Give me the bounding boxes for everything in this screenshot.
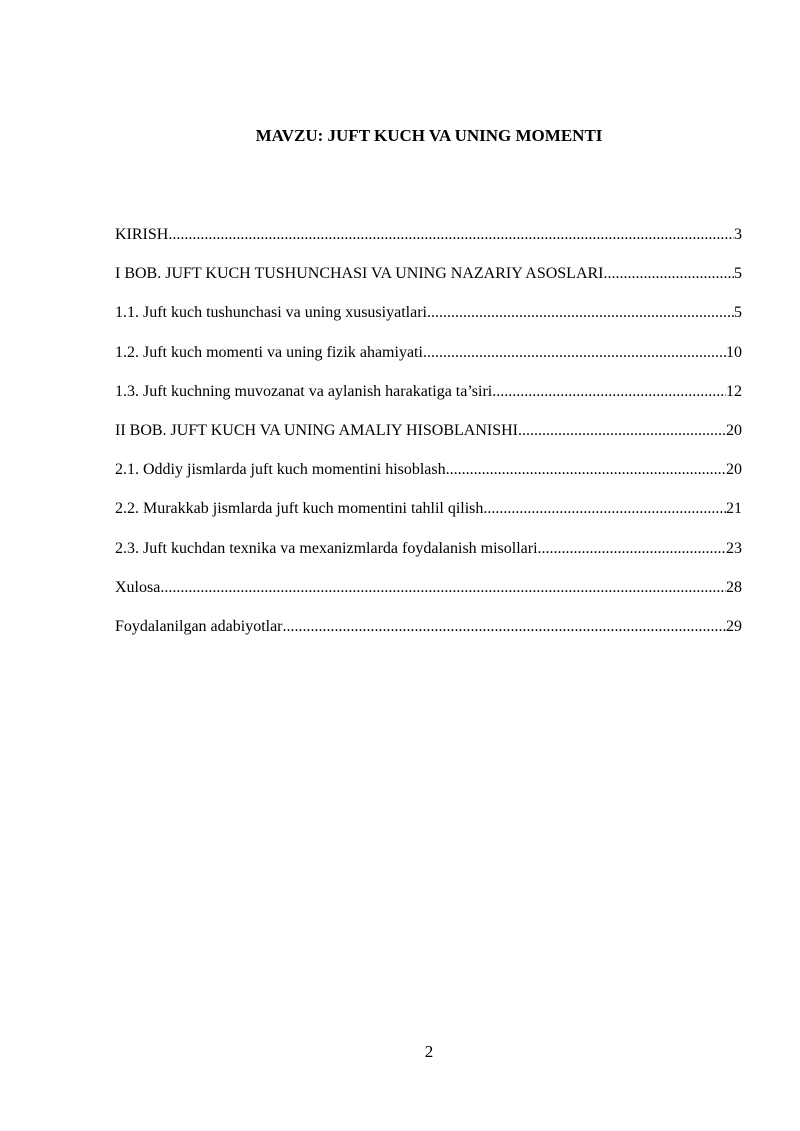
toc-entry-page: 12 [726, 382, 742, 400]
toc-entry-page: 29 [726, 617, 742, 635]
toc-entry [115, 458, 742, 497]
toc-dot-leader [483, 497, 726, 521]
toc-entry-label: I BOB. JUFT KUCH TUSHUNCHASI VA UNING NAZARIY ASOSLARI [115, 265, 604, 283]
toc-entry [115, 262, 742, 301]
toc-dot-leader [446, 458, 726, 482]
toc-entry-label: Xulosa [115, 578, 161, 596]
toc-entry-label: II BOB. JUFT KUCH VA UNING AMALIY HISOBLANISHI [115, 421, 518, 439]
toc-entry [115, 419, 742, 458]
toc-dot-leader [518, 419, 726, 443]
toc-dot-leader [160, 576, 726, 600]
toc-entry-page: 20 [726, 461, 742, 479]
toc-dot-leader [604, 262, 734, 286]
toc-dot-leader [168, 223, 734, 247]
toc-entry-page: 23 [726, 539, 742, 557]
toc-dot-leader [423, 341, 726, 365]
toc-entry-page: 5 [734, 304, 742, 322]
toc-entry-label: 2.3. Juft kuchdan texnika va mexanizmlarda foydalanish misollari [115, 539, 538, 557]
toc-dot-leader [538, 537, 726, 561]
toc-entry-page: 28 [726, 578, 742, 596]
toc-entry-label: 1.2. Juft kuch momenti va uning fizik ahamiyati [115, 343, 423, 361]
table-of-contents [115, 223, 742, 654]
toc-entry [115, 537, 742, 576]
page-number: 2 [424, 1042, 434, 1061]
toc-entry-label: 2.1. Oddiy jismlarda juft kuch momentini hisoblash [115, 461, 446, 479]
toc-entry [115, 341, 742, 380]
page-title: MAVZU: JUFT KUCH VA UNING MOMENTI [255, 126, 603, 145]
toc-entry [115, 576, 742, 615]
toc-entry-label: 2.2. Murakkab jismlarda juft kuch momentini tahlil qilish [115, 500, 484, 518]
toc-dot-leader [492, 380, 726, 404]
toc-entry-label: Foydalanilgan adabiyotlar [115, 617, 283, 635]
toc-entry-page: 21 [726, 500, 742, 518]
toc-entry-page: 5 [734, 265, 742, 283]
toc-entry [115, 301, 742, 340]
toc-dot-leader [427, 301, 734, 325]
toc-entry-label: 1.3. Juft kuchning muvozanat va aylanish harakatiga ta’siri [115, 382, 493, 400]
toc-entry-page: 3 [734, 226, 742, 243]
toc-entry [115, 497, 742, 536]
toc-entry [115, 380, 742, 419]
toc-entry-page: 10 [726, 343, 742, 361]
toc-entry-page: 20 [726, 421, 742, 439]
toc-entry-label: KIRISH [115, 226, 169, 243]
toc-entry-label: 1.1. Juft kuch tushunchasi va uning xususiyatlari [115, 304, 427, 322]
toc-dot-leader [283, 615, 726, 639]
toc-entry [115, 223, 742, 262]
toc-entry [115, 615, 742, 654]
